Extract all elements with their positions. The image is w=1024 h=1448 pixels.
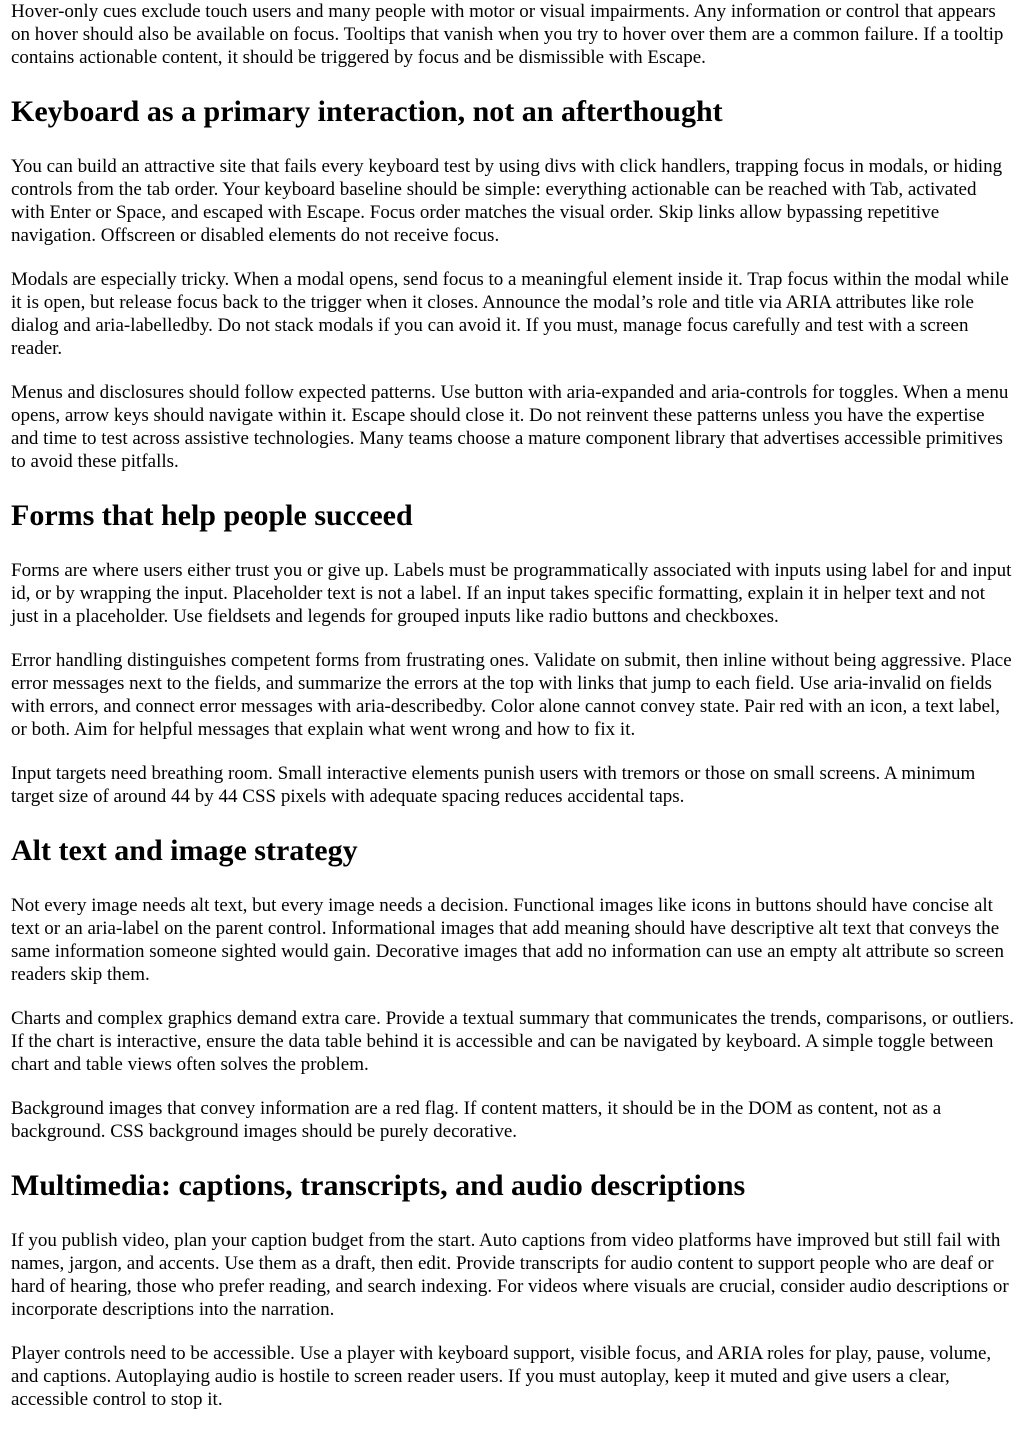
paragraph: Menus and disclosures should follow expected patterns. Use button with aria-expanded and aria-controls for toggles. When a menu opens, arrow keys should navigate within it. Escape should close it. Do not reinvent these patterns unless you have the expertise and time to test across assistive technologies. Many teams choose a mature component library that advertises accessible primitives to avoid these pitfalls. <box>11 382 1009 472</box>
paragraph: Background images that convey information are a red flag. If content matters, it should be in the DOM as content, not as a background. CSS background images should be purely decorative. <box>11 1098 942 1142</box>
section-heading: Keyboard as a primary interaction, not an afterthought <box>11 95 723 128</box>
paragraph: If you publish video, plan your caption budget from the start. Auto captions from video platforms have improved but still fail with names, jargon, and accents. Use them as a draft, then edit. Provide transcripts for audio content to support people who are deaf or hard of hearing, those who prefer reading, and search indexing. For videos where visuals are crucial, consider audio descriptions or incorporate descriptions into the narration. <box>11 1230 1009 1320</box>
paragraph: Not every image needs alt text, but every image needs a decision. Functional images like icons in buttons should have concise alt text or an aria-label on the parent control. Informational images that add meaning should have descriptive alt text that conveys the same information someone sighted would gain. Decorative images that add no information can use an empty alt attribute so screen readers skip them. <box>11 895 1004 985</box>
section-heading: Forms that help people succeed <box>11 499 413 532</box>
paragraph: Charts and complex graphics demand extra care. Provide a textual summary that communicates the trends, comparisons, or outliers. If the chart is interactive, ensure the data table behind it is accessible and can be navigated by keyboard. A simple toggle between chart and table views often solves the problem. <box>11 1008 1015 1075</box>
section-heading: Alt text and image strategy <box>11 834 358 867</box>
paragraph: Input targets need breathing room. Small interactive elements punish users with tremors or those on small screens. A minimum target size of around 44 by 44 CSS pixels with adequate spacing reduces accidental taps. <box>11 763 976 807</box>
section-heading: Multimedia: captions, transcripts, and audio descriptions <box>11 1169 746 1202</box>
paragraph: You can build an attractive site that fails every keyboard test by using divs with click handlers, trapping focus in modals, or hiding controls from the tab order. Your keyboard baseline should be simple: everything actionable can be reached with Tab, activated with Enter or Space, and escaped with Escape. Focus order matches the visual order. Skip links allow bypassing repetitive navigation. Offscreen or disabled elements do not receive focus. <box>11 156 1003 246</box>
paragraph: Error handling distinguishes competent forms from frustrating ones. Validate on submit, then inline without being aggressive. Place error messages next to the fields, and summarize the errors at the top with links that jump to each field. Use aria-invalid on fields with errors, and connect error messages with aria-describedby. Color alone cannot convey state. Pair red with an icon, a text label, or both. Aim for helpful messages that explain what went wrong and how to fix it. <box>11 650 1012 740</box>
paragraph: Player controls need to be accessible. Use a player with keyboard support, visible focus, and ARIA roles for play, pause, volume, and captions. Autoplaying audio is hostile to screen reader users. If you must autoplay, keep it muted and give users a clear, accessible control to stop it. <box>11 1343 992 1410</box>
paragraph: Forms are where users either trust you or give up. Labels must be programmatically associated with inputs using label for and input id, or by wrapping the input. Placeholder text is not a label. If an input takes specific formatting, explain it in helper text and not just in a placeholder. Use fieldsets and legends for grouped inputs like radio buttons and checkboxes. <box>11 560 1012 627</box>
paragraph: Hover-only cues exclude touch users and many people with motor or visual impairments. Any information or control that appears on hover should also be available on focus. Tooltips that vanish when you try to hover over them are a common failure. If a tooltip contains actionable content, it should be triggered by focus and be dismissible with Escape. <box>11 1 1004 68</box>
paragraph: Modals are especially tricky. When a modal opens, send focus to a meaningful element inside it. Trap focus within the modal while it is open, but release focus back to the trigger when it closes. Announce the modal’s role and title via ARIA attributes like role dialog and aria-labelledby. Do not stack modals if you can avoid it. If you must, manage focus carefully and test with a screen reader. <box>11 269 1009 359</box>
